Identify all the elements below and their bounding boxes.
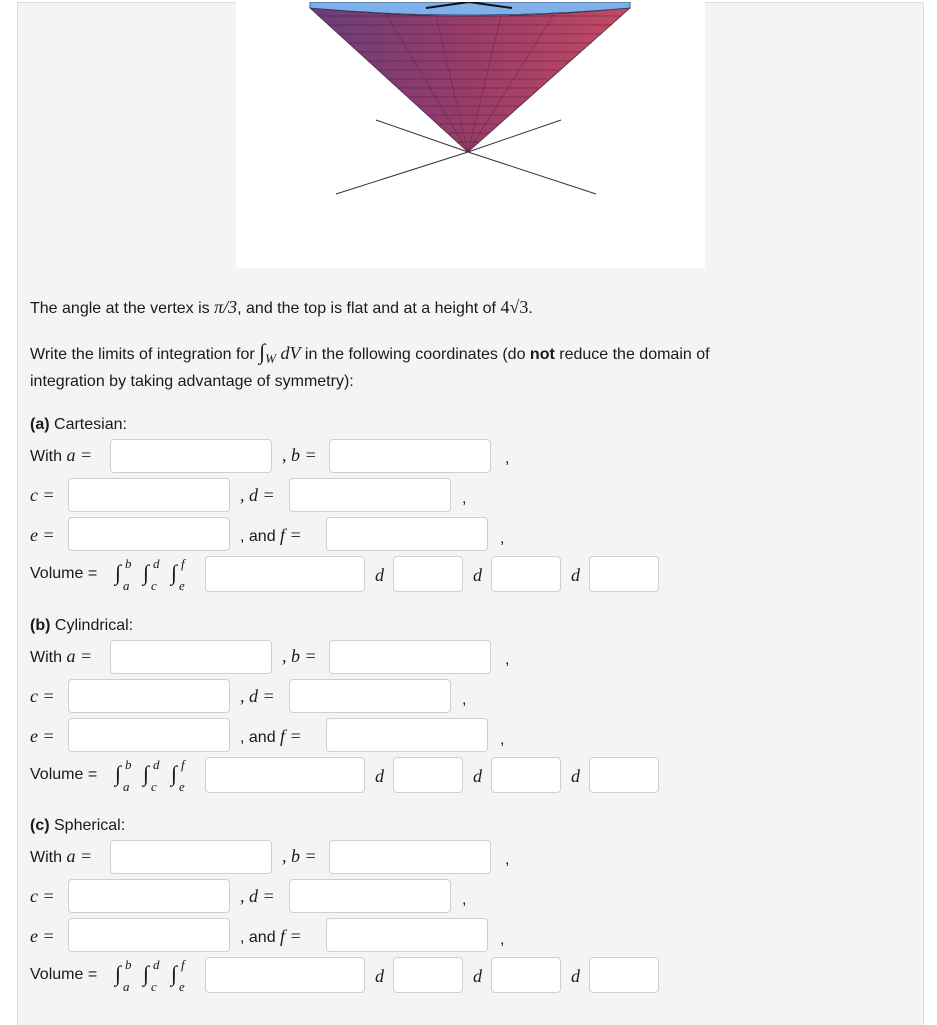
d-symbol-2: d <box>473 565 482 585</box>
upper-limit-d: d <box>153 757 160 772</box>
section-tag: (b) <box>30 617 51 634</box>
d-symbol-2: d <box>473 766 482 786</box>
upper-limit-f: f <box>181 957 185 972</box>
volume-label: Volume = <box>30 565 98 582</box>
section-name: Spherical: <box>49 817 126 834</box>
cylindrical-var2-input[interactable] <box>491 757 561 793</box>
spherical-f-input[interactable] <box>326 918 488 952</box>
intro-text-b: , and the top is flat and at a height of <box>237 300 501 317</box>
upper-limit-d: d <box>153 957 160 972</box>
section-heading-cylindrical <box>30 616 133 636</box>
section-tag: (a) <box>30 416 50 433</box>
comma: , <box>500 731 505 748</box>
section-heading-cartesian <box>30 415 127 435</box>
comma: , <box>462 691 467 708</box>
intro-line-3: integration by taking advantage of symmetry): <box>30 373 354 390</box>
and-text: , and <box>240 729 281 746</box>
integral-2: ∫ <box>143 761 150 786</box>
spherical-d-input[interactable] <box>289 879 451 913</box>
cylindrical-f-input[interactable] <box>326 718 488 752</box>
f-equals: f = <box>280 726 302 746</box>
lower-limit-c: c <box>151 779 157 794</box>
volume-label: Volume = <box>30 766 98 783</box>
spherical-e-input[interactable] <box>68 918 230 952</box>
and-f-label <box>240 926 302 948</box>
intro-text-d: in the following coordinates (do <box>300 346 530 363</box>
upper-limit-b: b <box>125 556 132 571</box>
comma: , <box>505 651 510 668</box>
integral-2: ∫ <box>143 961 150 986</box>
upper-limit-f: f <box>181 556 185 571</box>
integral-2: ∫ <box>143 560 150 585</box>
section-name: Cartesian: <box>49 416 127 433</box>
section-name: Cylindrical: <box>50 617 134 634</box>
upper-limit-f: f <box>181 757 185 772</box>
f-equals: f = <box>280 926 302 946</box>
cylindrical-c-input[interactable] <box>68 679 230 713</box>
d-symbol-3: d <box>571 966 580 986</box>
cylindrical-integrand-input[interactable] <box>205 757 365 793</box>
triple-integral <box>115 957 205 997</box>
integral-symbol: ∫ <box>259 339 266 364</box>
intro-text-c: Write the limits of integration for <box>30 346 260 363</box>
cartesian-var3-input[interactable] <box>589 556 659 592</box>
integral-3: ∫ <box>171 761 178 786</box>
d-equals: , d = <box>240 485 275 505</box>
lower-limit-a: a <box>123 578 130 593</box>
integral-3: ∫ <box>171 560 178 585</box>
intro-text-e: reduce the domain of <box>554 346 710 363</box>
cylindrical-var3-input[interactable] <box>589 757 659 793</box>
lower-limit-a: a <box>123 779 130 794</box>
d-symbol-1: d <box>375 766 384 786</box>
cartesian-a-input[interactable] <box>110 439 272 473</box>
d-symbol-1: d <box>375 966 384 986</box>
e-equals: e = <box>30 726 55 746</box>
cartesian-d-input[interactable] <box>289 478 451 512</box>
a-equals: a = <box>66 846 93 866</box>
and-text: , and <box>240 528 281 545</box>
intro-line-1 <box>30 297 533 319</box>
cartesian-e-input[interactable] <box>68 517 230 551</box>
comma: , <box>500 530 505 547</box>
with-a-label <box>30 646 92 668</box>
with-a-label <box>30 445 92 467</box>
triple-integral <box>115 757 205 797</box>
cylindrical-a-input[interactable] <box>110 640 272 674</box>
spherical-integrand-input[interactable] <box>205 957 365 993</box>
integral-1: ∫ <box>115 560 122 585</box>
a-equals: a = <box>66 445 93 465</box>
comma: , <box>505 450 510 467</box>
lower-limit-e: e <box>179 779 185 794</box>
spherical-c-input[interactable] <box>68 879 230 913</box>
with-a-label <box>30 846 92 868</box>
c-equals: c = <box>30 485 55 505</box>
f-equals: f = <box>280 525 302 545</box>
cartesian-b-input[interactable] <box>329 439 491 473</box>
integral-subscript: W <box>265 351 276 367</box>
spherical-a-input[interactable] <box>110 840 272 874</box>
with-text: With <box>30 448 67 465</box>
triple-integral <box>115 556 205 596</box>
lower-limit-a: a <box>123 979 130 994</box>
d-symbol-1: d <box>375 565 384 585</box>
comma: , <box>505 851 510 868</box>
d-symbol-2: d <box>473 966 482 986</box>
and-f-label <box>240 726 302 748</box>
cylindrical-b-input[interactable] <box>329 640 491 674</box>
integral-1: ∫ <box>115 961 122 986</box>
e-equals: e = <box>30 525 55 545</box>
spherical-b-input[interactable] <box>329 840 491 874</box>
upper-limit-b: b <box>125 957 132 972</box>
b-equals: , b = <box>282 846 317 866</box>
spherical-var1-input[interactable] <box>393 957 463 993</box>
cartesian-var2-input[interactable] <box>491 556 561 592</box>
with-text: With <box>30 849 67 866</box>
cone-figure <box>236 2 705 268</box>
and-f-label <box>240 525 302 547</box>
not-emphasis: not <box>529 346 555 363</box>
height-value: 4√3 <box>500 297 529 317</box>
comma: , <box>500 931 505 948</box>
spherical-var3-input[interactable] <box>589 957 659 993</box>
integral-3: ∫ <box>171 961 178 986</box>
cylindrical-d-input[interactable] <box>289 679 451 713</box>
cone-graphic <box>236 2 705 268</box>
section-tag: (c) <box>30 817 50 834</box>
e-equals: e = <box>30 926 55 946</box>
cartesian-f-input[interactable] <box>326 517 488 551</box>
intro-line-2 <box>30 339 710 369</box>
b-equals: , b = <box>282 445 317 465</box>
comma: , <box>462 891 467 908</box>
lower-limit-c: c <box>151 979 157 994</box>
d-symbol-3: d <box>571 766 580 786</box>
cartesian-c-input[interactable] <box>68 478 230 512</box>
integral-1: ∫ <box>115 761 122 786</box>
lower-limit-e: e <box>179 578 185 593</box>
upper-limit-b: b <box>125 757 132 772</box>
and-text: , and <box>240 929 281 946</box>
cylindrical-e-input[interactable] <box>68 718 230 752</box>
cylindrical-var1-input[interactable] <box>393 757 463 793</box>
comma: , <box>462 490 467 507</box>
lower-limit-c: c <box>151 578 157 593</box>
volume-label: Volume = <box>30 966 98 983</box>
c-equals: c = <box>30 686 55 706</box>
lower-limit-e: e <box>179 979 185 994</box>
dv-term: dV <box>280 343 301 363</box>
intro-end: . <box>528 300 533 317</box>
intro-text-a: The angle at the vertex is <box>30 300 215 317</box>
a-equals: a = <box>66 646 93 666</box>
with-text: With <box>30 649 67 666</box>
cartesian-integrand-input[interactable] <box>205 556 365 592</box>
d-equals: , d = <box>240 686 275 706</box>
pi-fraction: π/3 <box>214 297 238 317</box>
cartesian-var1-input[interactable] <box>393 556 463 592</box>
spherical-var2-input[interactable] <box>491 957 561 993</box>
c-equals: c = <box>30 886 55 906</box>
d-symbol-3: d <box>571 565 580 585</box>
b-equals: , b = <box>282 646 317 666</box>
section-heading-spherical <box>30 816 125 836</box>
upper-limit-d: d <box>153 556 160 571</box>
d-equals: , d = <box>240 886 275 906</box>
